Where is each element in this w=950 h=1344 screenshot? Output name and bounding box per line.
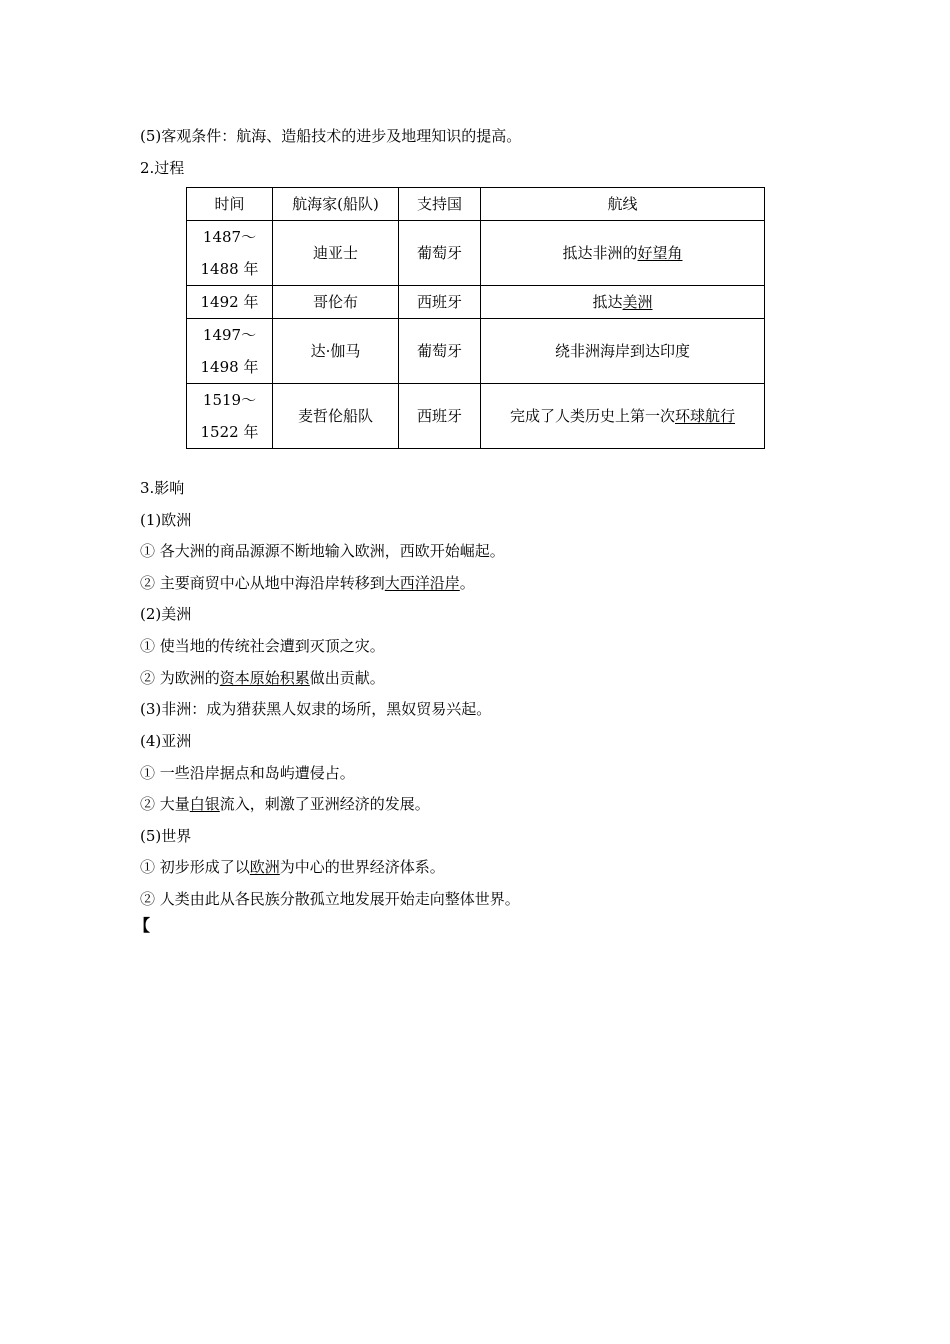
- americas-title: (2)美洲: [140, 605, 192, 623]
- table-row: [187, 221, 765, 286]
- world-title: (5)世界: [140, 827, 192, 845]
- open-bracket: 【: [134, 916, 151, 935]
- cell-time: 1492 年: [187, 286, 273, 319]
- europe-title: (1)欧洲: [140, 511, 192, 529]
- underlined-term: 大西洋沿岸: [384, 574, 460, 592]
- header-time: 时间: [187, 188, 273, 221]
- cell-navigator: 哥伦布: [273, 286, 399, 319]
- table-row: [187, 319, 765, 384]
- cell-route: 抵达美洲: [481, 286, 765, 319]
- underlined-term: 好望角: [637, 244, 683, 262]
- cell-navigator: 迪亚士: [273, 221, 399, 286]
- cell-time: 1497～ 1498 年: [187, 319, 273, 384]
- cell-route: 抵达非洲的好望角: [481, 221, 765, 286]
- cell-route: 绕非洲海岸到达印度: [481, 319, 765, 384]
- underlined-term: 白银: [189, 795, 220, 813]
- voyages-table: [186, 187, 765, 449]
- africa-line: (3)非洲：成为猎获黑人奴隶的场所，黑奴贸易兴起。: [140, 700, 492, 718]
- europe-item-2: ② 主要商贸中心从地中海沿岸转移到大西洋沿岸。: [140, 574, 475, 592]
- asia-title: (4)亚洲: [140, 732, 192, 750]
- table-row: [187, 286, 765, 319]
- cell-navigator: 达·伽马: [273, 319, 399, 384]
- underlined-term: 欧洲: [249, 858, 280, 876]
- cell-navigator: 麦哲伦船队: [273, 384, 399, 449]
- objective-conditions: (5)客观条件：航海、造船技术的进步及地理知识的提高。: [140, 127, 522, 145]
- process-heading: 2.过程: [140, 159, 185, 177]
- cell-time: 1487～ 1488 年: [187, 221, 273, 286]
- table-row: [187, 384, 765, 449]
- americas-item-2: ② 为欧洲的资本原始积累做出贡献。: [140, 669, 385, 687]
- header-navigator: 航海家(船队): [273, 188, 399, 221]
- europe-item-1: ① 各大洲的商品源源不断地输入欧洲，西欧开始崛起。: [140, 542, 505, 560]
- cell-country: 西班牙: [399, 384, 481, 449]
- impact-heading: 3.影响: [140, 479, 185, 497]
- header-country: 支持国: [399, 188, 481, 221]
- header-route: 航线: [481, 188, 765, 221]
- world-item-1: ① 初步形成了以欧洲为中心的世界经济体系。: [140, 858, 445, 876]
- cell-country: 西班牙: [399, 286, 481, 319]
- underlined-term: 美洲: [622, 293, 653, 311]
- asia-item-1: ① 一些沿岸据点和岛屿遭侵占。: [140, 764, 355, 782]
- cell-time: 1519～ 1522 年: [187, 384, 273, 449]
- underlined-term: 环球航行: [675, 407, 736, 425]
- underlined-term: 资本原始积累: [219, 669, 310, 687]
- cell-country: 葡萄牙: [399, 319, 481, 384]
- cell-country: 葡萄牙: [399, 221, 481, 286]
- cell-route: 完成了人类历史上第一次环球航行: [481, 384, 765, 449]
- world-item-2: ② 人类由此从各民族分散孤立地发展开始走向整体世界。: [140, 890, 520, 908]
- americas-item-1: ① 使当地的传统社会遭到灭顶之灾。: [140, 637, 385, 655]
- asia-item-2: ② 大量白银流入，刺激了亚洲经济的发展。: [140, 795, 430, 813]
- table-header-row: [187, 188, 765, 221]
